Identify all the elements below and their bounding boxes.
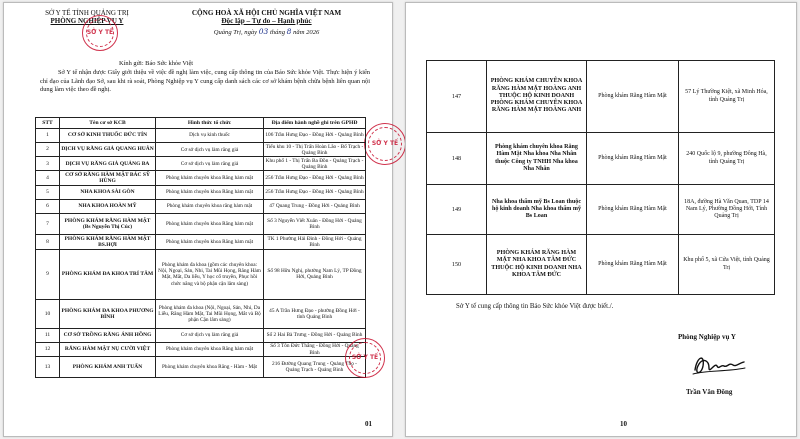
facility-name: CƠ SỞ RĂNG HÀM MẶT BÁC SỸ HÙNG [60,171,156,186]
column-header: Tên cơ sở KCB [60,118,156,129]
page-number: 10 [620,420,627,428]
facility-address: 47 Quang Trung - Đồng Hới - Quảng Bình [264,199,366,213]
facility-address: 256 Trần Hưng Đạo - Đồng Hới - Quảng Bình [264,171,366,186]
table-row [36,143,366,157]
facility-address: 216 Đường Quang Trung - Quảng Thọ - Quảng Trạch - Quảng Bình [264,357,366,378]
table-row [427,133,775,185]
signer-name: Trần Văn Đông [686,388,733,396]
facility-form: Cơ sở dịch vụ làm răng giả [156,143,264,157]
document-page-right [405,2,797,437]
issue-date: Quảng Trị, ngày 03 tháng 8 năm 2026 [213,27,320,36]
row-number: 9 [36,249,60,299]
facility-address: 57 Lý Thường Kiệt, xã Minh Hóa, tỉnh Quảng Trị [679,61,775,133]
column-header: STT [36,118,60,129]
facility-form: Phòng khám đa khoa (Nội, Ngoại, Sản, Nhi, Da Liễu, Răng Hàm Mặt, Tai Mũi Họng, Mắt và Bộ phận Cận lâm sàng) [156,299,264,328]
facility-address: 240 Quốc lộ 9, phường Đông Hà, tỉnh Quảng Trị [679,133,775,185]
national-header [154,9,379,36]
facility-form: Phòng khám Răng Hàm Mặt [587,133,679,185]
national-motto: Độc lập – Tự do – Hạnh phúc [221,17,312,25]
facility-name: NHA KHOA SÀI GÒN [60,185,156,199]
table-row [36,234,366,249]
closing-sentence: Sở Y tế cung cấp thông tin Báo Sức khỏe Việt được biết./. [456,303,614,310]
recipient-line: Kính gửi: Báo Sức khỏe Việt [119,60,194,67]
facility-name: PHÒNG KHÁM ĐA KHOA PHƯƠNG BÌNH [60,299,156,328]
row-number: 8 [36,234,60,249]
facility-address: Số 2 Hai Bà Trưng - Đồng Hới - Quảng Bình [264,328,366,342]
facility-form: Phòng khám chuyên khoa Răng hàm mặt [156,234,264,249]
facility-form: Phòng khám Răng Hàm Mặt [587,61,679,133]
facility-table [35,117,366,378]
row-number: 4 [36,171,60,186]
facility-address: 106 Trần Hưng Đạo - Đồng Hới - Quảng Bình [264,129,366,143]
table-row [36,299,366,328]
page-number: 01 [365,420,372,428]
row-number: 5 [36,185,60,199]
column-header: Địa điểm hành nghề ghi trên GPHĐ [264,118,366,129]
table-header-row [36,118,366,129]
facility-address: 18A, đường Hà Văn Quan, TDP 14 Nam Lý, Phường Đồng Hới, Tỉnh Quảng Trị [679,185,775,235]
row-number: 150 [427,235,487,295]
table-row [36,249,366,299]
facility-name: Nha khoa thẩm mỹ Bs Loan thuộc hộ kinh doanh Nha khoa thẩm mỹ Bs Loan [487,185,587,235]
row-number: 148 [427,133,487,185]
table-row [36,157,366,171]
ministry-name: SỞ Y TẾ TỈNH QUẢNG TRỊ [45,9,129,17]
row-number: 7 [36,213,60,234]
facility-address: Số 3 Tôn Đức Thắng - Đồng Hới - Quảng Bình [264,342,366,356]
facility-address: Số 98 Hữu Nghị, phường Nam Lý, TP Đồng Hới, Quảng Bình [264,249,366,299]
facility-name: PHÒNG KHÁM ĐA KHOA TRÍ TÂM [60,249,156,299]
facility-form: Phòng khám chuyên khoa Răng hàm mặt [156,342,264,356]
row-number: 2 [36,143,60,157]
facility-name: PHÒNG KHÁM ANH TUẤN [60,357,156,378]
facility-form: Dịch vụ kinh thuốc [156,129,264,143]
red-seal-stamp-icon [345,338,385,378]
facility-name: DỊCH VỤ RĂNG GIẢ QUẢNG BA [60,157,156,171]
facility-name: PHÒNG KHÁM RĂNG HÀM MẶT (Bs Nguyễn Thị Cúc) [60,213,156,234]
row-number: 13 [36,357,60,378]
row-number: 10 [36,299,60,328]
facility-address: 256 Trần Hưng Đạo - Đồng Hới - Quảng Bình [264,185,366,199]
row-number: 11 [36,328,60,342]
signer-organization: Phòng Nghiệp vụ Y [678,333,736,341]
table-row [36,129,366,143]
table-row [427,235,775,295]
facility-form: Phòng khám chuyên khoa răng hàm mặt [156,199,264,213]
facility-form: Phòng khám chuyên khoa Răng hàm mặt [156,171,264,186]
facility-name: NHA KHOA HOÀN MỸ [60,199,156,213]
stamp-text: SỞ Y TẾ [371,139,399,147]
intro-paragraph: Sở Y tế nhận được Giấy giới thiệu về việc đề nghị làm việc, cung cấp thông tin của Báo Sức khỏe Việt. Thực hiện ý kiến chỉ đạo của Lãnh đạo Sở, sau khi rà soát, Phòng Nghiệp vụ Y cung cấp danh sách các cơ sở khám bệnh chữa bệnh liên quan nội dung làm việc theo đề nghị. [40,69,370,94]
facility-name: PHÒNG KHÁM RĂNG HÀM MẶT NHA KHOA TÂM ĐỨC THUỘC HỘ KINH DOANH NHA KHOA TÂM ĐỨC [487,235,587,295]
facility-form: Phòng khám đa khoa (gồm các chuyên khoa: Nội, Ngoại, Sản, Nhi, Tai Mũi Họng, Răng Hàm Mặt, Mắt, Da liễu, Y học cổ truyền, Phục hồi chức năng và bộ phận cận lâm sàng) [156,249,264,299]
country-name: CỘNG HOÀ XÃ HỘI CHỦ NGHĨA VIỆT NAM [191,9,342,17]
stamp-text: SỞ Y TẾ [86,28,114,36]
facility-form: Phòng khám chuyên khoa Răng hàm mặt [156,213,264,234]
facility-form: Phòng khám chuyên khoa Răng - Hàm - Mặt [156,357,264,378]
table-row [36,171,366,186]
handwritten-signature-icon [689,348,749,382]
row-number: 1 [36,129,60,143]
facility-name: RĂNG HÀM MẶT NỤ CƯỜI VIỆT [60,342,156,356]
facility-name: PHÒNG KHÁM CHUYÊN KHOA RĂNG HÀM MẶT HOÀNG ANH THUỘC HỘ KINH DOANH PHÒNG KHÁM CHUYÊN KHOA RĂNG HÀM MẶT HOÀNG ANH [487,61,587,133]
table-row [36,357,366,378]
facility-address: Khu phố 1 - Thị Trấn Ba Đồn - Quảng Trạch - Quảng Bình [264,157,366,171]
facility-form: Phòng khám Răng Hàm Mặt [587,235,679,295]
facility-name: CƠ SỞ TRỒNG RĂNG ÁNH HỒNG [60,328,156,342]
table-row [427,185,775,235]
facility-name: Phòng khám chuyên khoa Răng Hàm Mặt Nha khoa Nha Nhân thuộc Công ty TNHH Nha khoa Nha Nhân [487,133,587,185]
facility-form: Cơ sở dịch vụ làm răng giả [156,328,264,342]
facility-address: 45 A Trần Hưng Đạo - phường Đồng Hới - tỉnh Quảng Bình [264,299,366,328]
facility-address: TK 1 Phường Hải Đình - Đồng Hới - Quảng Bình [264,234,366,249]
stamp-text: SỞ Y TẾ [351,353,379,361]
table-row [36,185,366,199]
red-seal-stamp-icon [364,123,406,165]
row-number: 12 [36,342,60,356]
table-row [36,328,366,342]
facility-address: Khu phố 5, xã Cửa Việt, tỉnh Quảng Trị [679,235,775,295]
red-seal-stamp-icon [82,15,118,51]
facility-form: Phòng khám chuyên khoa Răng hàm mặt [156,185,264,199]
table-row [36,342,366,356]
facility-name: DỊCH VỤ RĂNG GIẢ QUANG HUÂN [60,143,156,157]
row-number: 149 [427,185,487,235]
facility-address: Tiểu khu 10 - Thị Trấn Hoàn Lão - Bố Trạch - Quảng Bình [264,143,366,157]
facility-name: PHÒNG KHÁM RĂNG HÀM MẶT BS.HỢI [60,234,156,249]
date-month: 8 [286,27,292,36]
date-day: 03 [258,27,269,36]
row-number: 147 [427,61,487,133]
row-number: 3 [36,157,60,171]
facility-address: Số 3 Nguyễn Viết Xuân - Đồng Hới - Quảng Bình [264,213,366,234]
table-row [427,61,775,133]
department-name: PHÒNG NGHIỆP VỤ Y [50,17,124,25]
row-number: 6 [36,199,60,213]
document-page-left [3,2,399,437]
facility-form: Phòng khám Răng Hàm Mặt [587,185,679,235]
column-header: Hình thức tổ chức [156,118,264,129]
table-row [36,213,366,234]
facility-name: CƠ SỞ KINH THUỐC ĐỨC TÍN [60,129,156,143]
facility-form: Cơ sở dịch vụ làm răng giả [156,157,264,171]
table-row [36,199,366,213]
facility-table-continued [426,60,775,295]
